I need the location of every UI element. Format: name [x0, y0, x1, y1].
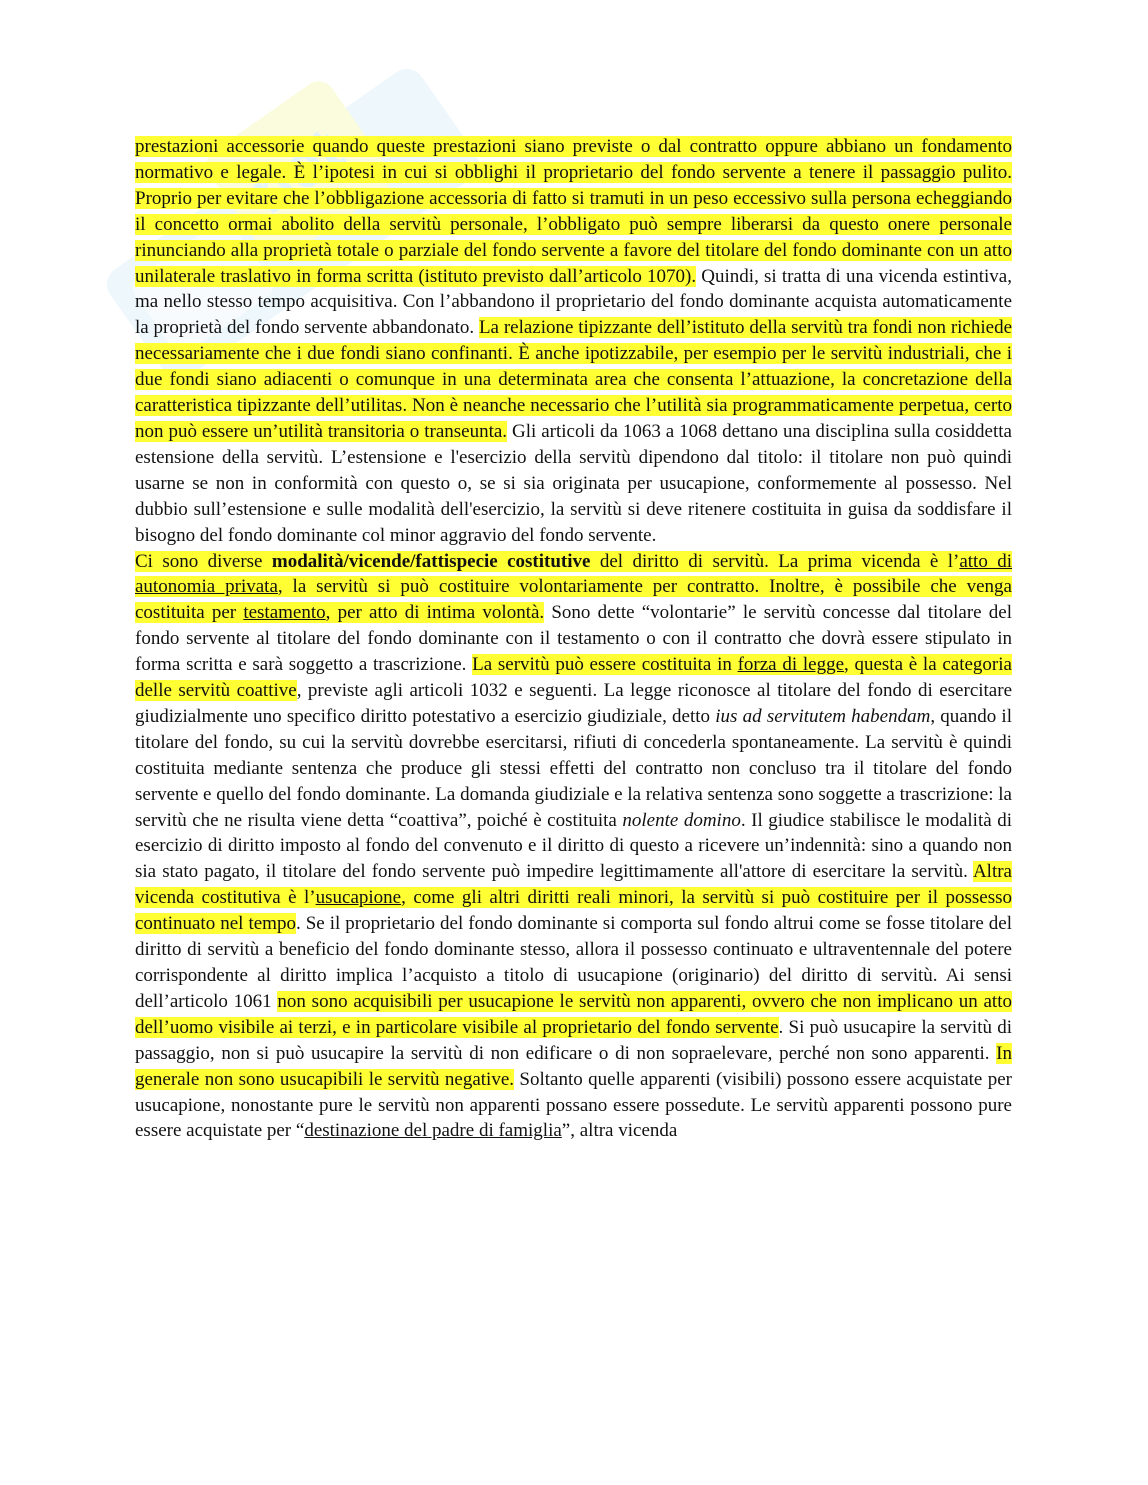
- text-segment: Sono dette “volontarie” le servitù concesse dal titolare del fondo servente al titolare del fondo dominante con il testamento o con il contratto che dovrà essere stipulato in forma scritta e sarà soggetto a trascrizione.: [135, 602, 1012, 676]
- text-segment: La servitù può essere costituita in: [472, 654, 738, 676]
- text-segment: non sono acquisibili per usucapione le servitù non apparenti, ovvero che non implicano un atto dell’uomo visibile ai terzi, e in particolare visibile al proprietario del fondo servente: [135, 990, 1012, 1038]
- text-segment: ”, altra vicenda: [561, 1120, 678, 1142]
- text-segment: In generale non sono usucapibili le servitù negative.: [135, 1042, 1012, 1090]
- text-segment: usucapione: [315, 887, 402, 909]
- document-body: [135, 134, 1012, 1144]
- text-segment: La relazione tipizzante dell’istituto della servitù tra fondi non richiede necessariamente che i due fondi siano confinanti. È anche ipotizzabile, per esempio per le servitù industriali, che i due fondi siano adiacenti o comunque in una determinata area che consenta l’attuazione, la concretazione della caratteristica tipizzante dell’utilitas. Non è neanche necessario che l’utilità sia programmaticamente perpetua, certo non può essere un’utilità transitoria o transeunta.: [135, 317, 1012, 442]
- text-segment: . Il giudice stabilisce le modalità di esercizio di diritto imposto al fondo del convenuto e il diritto di questo a ricevere un’indennità: sino a quando non sia stato pagato, il titolare del fondo servente può impedire legittimamente all'attore di esercitare la servitù.: [135, 809, 1012, 883]
- text-segment: nolente domino: [622, 809, 741, 831]
- text-segment: , la servitù si può costituire volontariamente per contratto. Inoltre, è possibile che venga costituita per: [135, 576, 1012, 624]
- text-segment: , previste agli articoli 1032 e seguenti. La legge riconosce al titolare del fondo di esercitare giudizialmente uno specifico diritto potestativo a esercizio giudiziale, detto: [135, 680, 1012, 727]
- text-segment: Gli articoli da 1063 a 1068 dettano una disciplina sulla cosiddetta estensione della servitù. L’estensione e l'esercizio della servitù dipendono dal titolo: il titolare non può quindi usarne se non in conformità con questo o, se si sia originata per usucapione, conformemente al possesso. Nel dubbio sull’estensione e sulle modalità dell'esercizio, la servitù si deve ritenere costituita in guisa da soddisfare il bisogno del fondo dominante col minor aggravio del fondo servente.: [135, 420, 1012, 546]
- text-segment: ius ad servitutem habendam: [715, 705, 931, 727]
- text-segment: atto di autonomia privata: [135, 550, 1012, 598]
- text-segment: , come gli altri diritti reali minori, la servitù si può costituire per il possesso continuato nel tempo: [135, 887, 1013, 935]
- text-segment: . Se il proprietario del fondo dominante si comporta sul fondo altrui come se fosse titolare del diritto di servitù a beneficio del fondo dominante stesso, allora il possesso continuato e ultraventennale del potere corrispondente al diritto implica l’acquisto a titolo di usucapione (originario) del diritto di servitù. Ai sensi dell’articolo 1061: [135, 913, 1013, 1012]
- text-segment: Soltanto quelle apparenti (visibili) possono essere acquistate per usucapione, nonostante pure le servitù non apparenti possano essere possedute. Le servitù apparenti possono pure essere acquistate per “: [135, 1068, 1013, 1142]
- text-segment: prestazioni accessorie quando queste prestazioni siano previste o dal contratto oppure abbiano un fondamento normativo e legale. È l’ipotesi in cui si obblighi il proprietario del fondo servente a tenere il passaggio pulito. Proprio per evitare che l’obbligazione accessoria di fatto si tramuti in un peso eccessivo sulla persona echeggiando il concetto ormai abolito della servitù personale, l’obbligato può sempre liberarsi da questo onere personale rinunciando alla proprietà totale o parziale del fondo servente a favore del titolare del fondo dominante con un atto unilaterale traslativo in forma scritta (istituto previsto dall’articolo 1070).: [135, 136, 1012, 287]
- text-segment: , quando il titolare del fondo, su cui la servitù dovrebbe esercitarsi, rifiuti di concederla spontaneamente. La servitù è quindi costituita mediante sentenza che produce gli stessi effetti del contratto non concluso tra il titolare del fondo servente e quello del fondo dominante. La domanda giudiziale e la relativa sentenza sono soggette a trascrizione: la servitù che ne risulta viene detta “coattiva”, poiché è costituita: [135, 705, 1012, 831]
- text-segment: Ci sono diverse: [135, 550, 272, 572]
- text-segment: Quindi, si tratta di una vicenda estintiva, ma nello stesso tempo acquisitiva. Con l’abbandono il proprietario del fondo dominante acquista automaticamente la proprietà del fondo servente abbandonato.: [135, 265, 1012, 339]
- paragraph: [135, 549, 1012, 1145]
- text-segment: , per atto di intima volontà.: [325, 602, 545, 624]
- text-segment: , questa è la categoria delle servitù coattive: [135, 654, 1012, 702]
- text-segment: modalità/vicende/fattispecie costitutive: [271, 550, 591, 572]
- text-segment: destinazione del padre di famiglia: [304, 1120, 562, 1142]
- text-segment: del diritto di servitù. La prima vicenda è l’: [590, 550, 960, 572]
- text-segment: . Si può usucapire la servitù di passaggio, non si può usucapire la servitù di non edificare o di non sopraelevare, perché non sono apparenti.: [135, 1016, 1012, 1064]
- text-segment: testamento: [243, 602, 326, 624]
- text-segment: Altra vicenda costitutiva è l’: [135, 861, 1012, 909]
- paragraph: [135, 134, 1012, 549]
- text-segment: forza di legge: [737, 654, 844, 676]
